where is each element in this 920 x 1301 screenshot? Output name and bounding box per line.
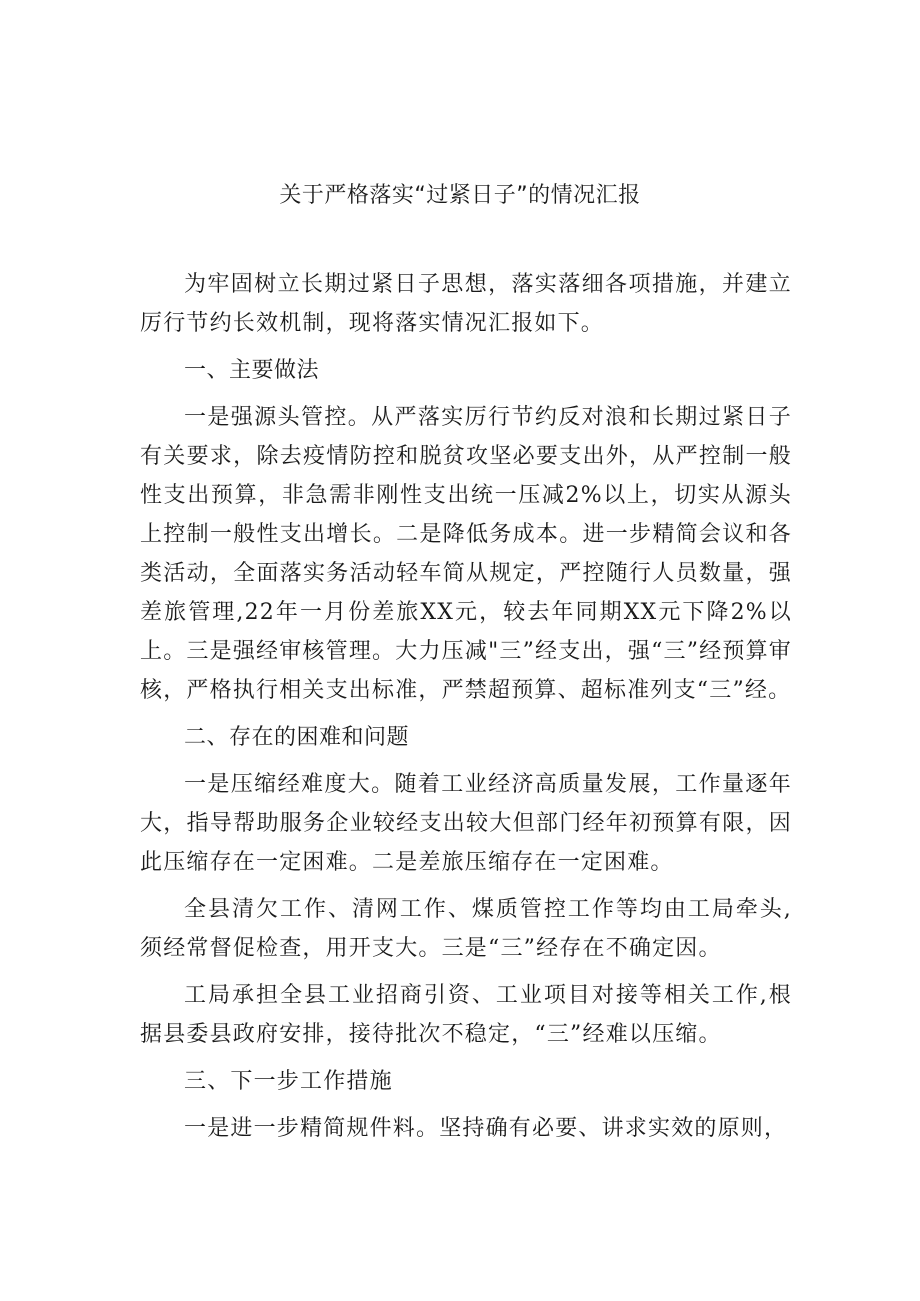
difficulties-paragraph-2: 全县清欠工作、清网工作、煤质管控工作等均由工局牵头,须经常督促检查，用开支大。三是“三”经存在不确定因。 bbox=[140, 897, 792, 961]
section-heading-difficulties: 二、存在的困难和问题 bbox=[184, 725, 410, 750]
section-heading-main-practices: 一、主要做法 bbox=[184, 358, 320, 383]
document-title: 关于严格落实“过紧日子”的情况汇报 bbox=[279, 183, 641, 208]
main-practices-paragraph: 一是强源头管控。从严落实厉行节约反对浪和长期过紧日子有关要求，除去疫情防控和脱贫攻坚必要支出外，从严控制一般性支出预算，非急需非刚性支出统一压减2%以上，切实从源头上控制一般性支出增长。二是降低务成本。进一步精简会议和各类活动，全面落实务活动轻车简从规定，严控随行人员数量，强差旅管理,22年一月份差旅XX元，较去年同期XX元下降2%以上。三是强经审核管理。大力压减"三”经支出，强“三”经预算审核，严格执行相关支出标准，严禁超预算、超标准列支“三”经。 bbox=[140, 405, 792, 703]
section-heading-next-steps: 三、下一步工作措施 bbox=[184, 1069, 393, 1094]
next-steps-paragraph: 一是进一步精简规件料。坚持确有必要、讲求实效的原则， bbox=[184, 1116, 788, 1141]
difficulties-paragraph-3: 工局承担全县工业招商引资、工业项目对接等相关工作,根据县委县政府安排，接待批次不稳定，“三”经难以压缩。 bbox=[140, 983, 792, 1047]
intro-paragraph: 为牢固树立长期过紧日子思想，落实落细各项措施，并建立厉行节约长效机制，现将落实情况汇报如下。 bbox=[140, 272, 792, 336]
document-body bbox=[140, 265, 792, 1156]
difficulties-paragraph-1: 一是压缩经难度大。随着工业经济高质量发展，工作量逐年大，指导帮助服务企业较经支出较大但部门经年初预算有限，因此压缩存在一定困难。二是差旅压缩存在一定困难。 bbox=[140, 772, 792, 875]
